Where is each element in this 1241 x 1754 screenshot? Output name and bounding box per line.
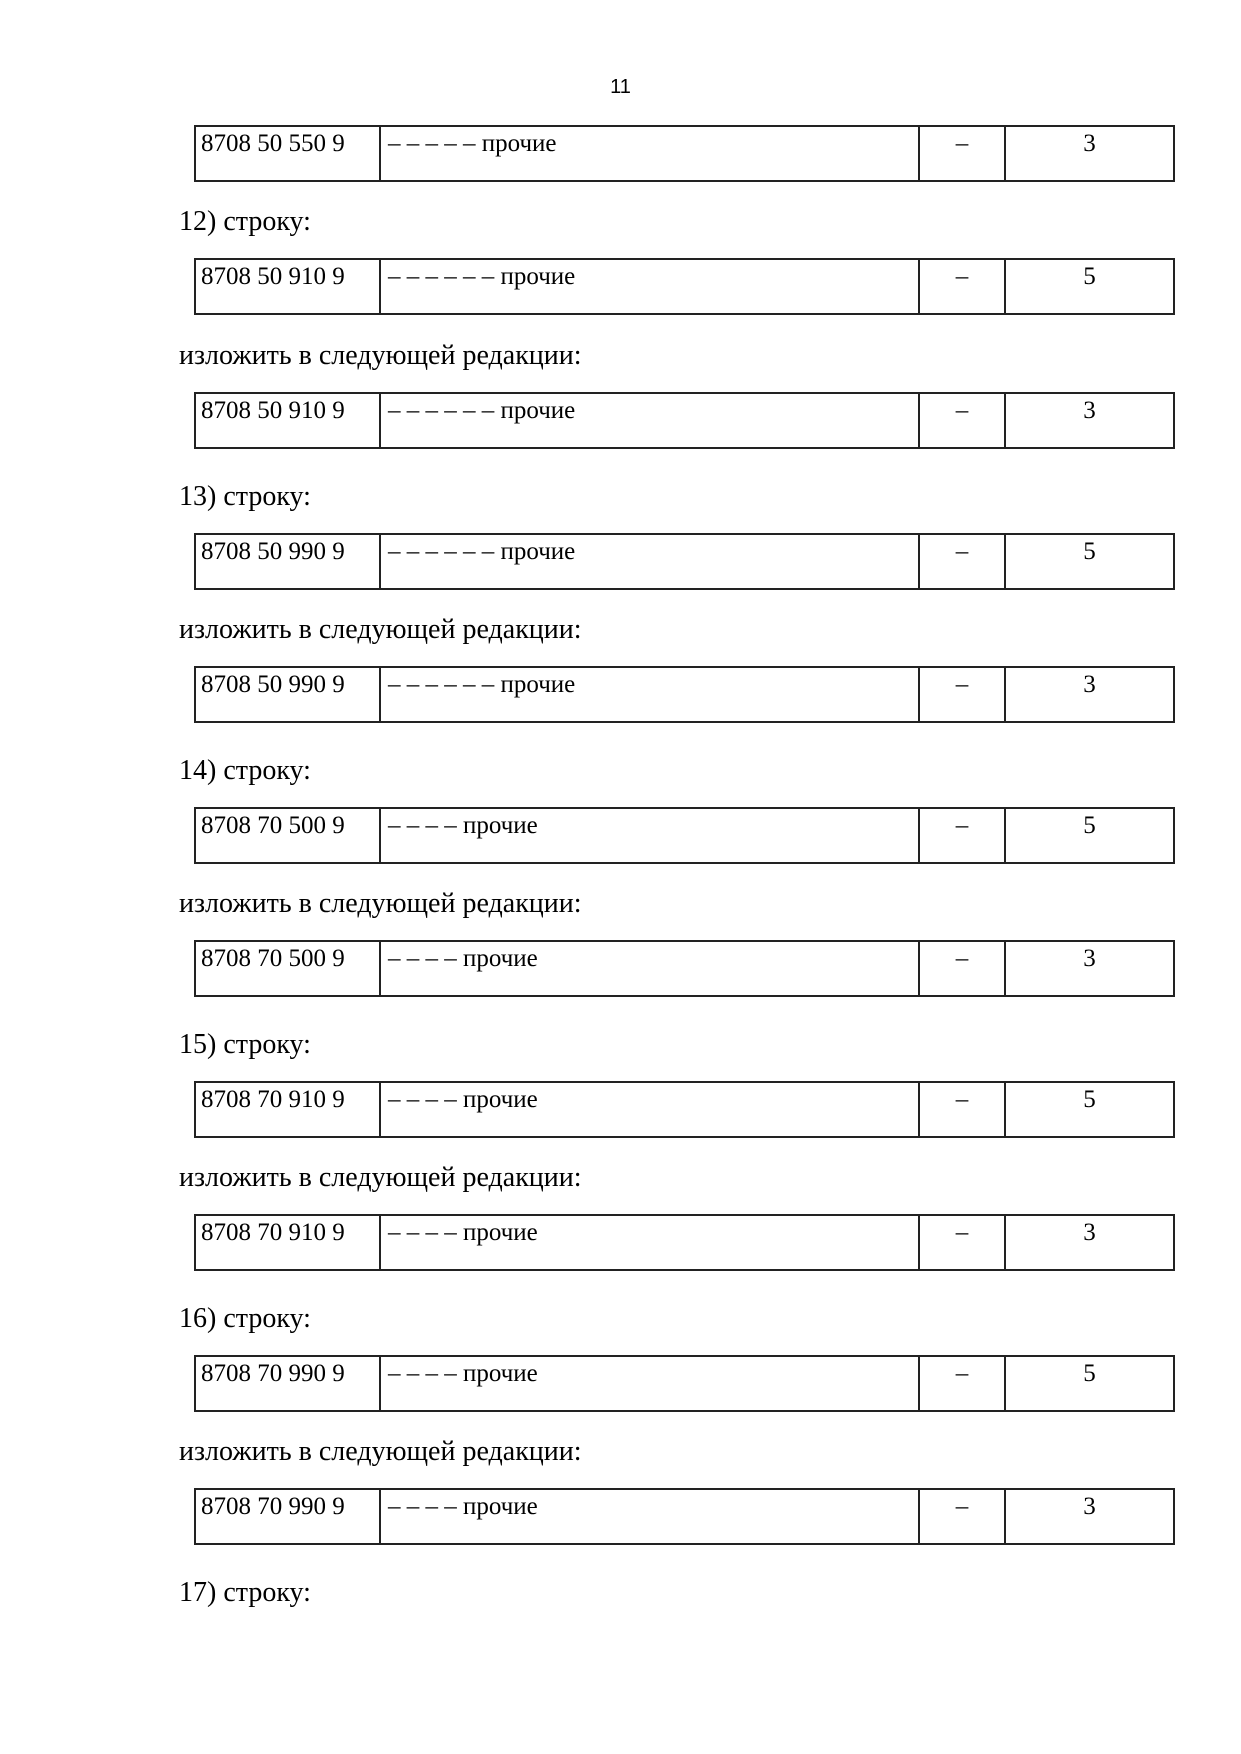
tnved-code-cell: 8708 70 910 9	[195, 1082, 380, 1137]
tnved-code-cell: 8708 50 550 9	[195, 126, 380, 181]
description-cell: – – – – прочие	[380, 808, 919, 863]
duty-rate-cell: 3	[1005, 667, 1174, 722]
unit-cell: –	[919, 808, 1005, 863]
tnved-code-cell: 8708 70 990 9	[195, 1356, 380, 1411]
duty-rate-cell: 5	[1005, 534, 1174, 589]
amendment-item-heading: 17) строку:	[179, 1577, 311, 1608]
tariff-row-table	[194, 258, 1175, 315]
tariff-row-table	[194, 1355, 1175, 1412]
tnved-code-cell: 8708 50 910 9	[195, 259, 380, 314]
unit-cell: –	[919, 1215, 1005, 1270]
duty-rate-cell: 5	[1005, 1082, 1174, 1137]
tnved-code-cell: 8708 70 910 9	[195, 1215, 380, 1270]
description-cell: – – – – прочие	[380, 1489, 919, 1544]
amendment-instruction: изложить в следующей редакции:	[179, 340, 582, 371]
amendment-item-heading: 12) строку:	[179, 206, 311, 237]
amendment-item-heading: 13) строку:	[179, 481, 311, 512]
tariff-row-table	[194, 533, 1175, 590]
duty-rate-cell: 3	[1005, 1489, 1174, 1544]
description-cell: – – – – прочие	[380, 1082, 919, 1137]
description-cell: – – – – – – прочие	[380, 259, 919, 314]
amendment-item-heading: 14) строку:	[179, 755, 311, 786]
tariff-row-table	[194, 807, 1175, 864]
tnved-code-cell: 8708 50 990 9	[195, 667, 380, 722]
unit-cell: –	[919, 534, 1005, 589]
duty-rate-cell: 3	[1005, 126, 1174, 181]
tariff-row-table	[194, 125, 1175, 182]
description-cell: – – – – – – прочие	[380, 667, 919, 722]
tariff-row-table	[194, 1081, 1175, 1138]
description-cell: – – – – – – прочие	[380, 393, 919, 448]
tnved-code-cell: 8708 70 500 9	[195, 808, 380, 863]
tariff-row-table	[194, 1488, 1175, 1545]
tnved-code-cell: 8708 50 990 9	[195, 534, 380, 589]
duty-rate-cell: 3	[1005, 393, 1174, 448]
tariff-row-table	[194, 940, 1175, 997]
amendment-item-heading: 15) строку:	[179, 1029, 311, 1060]
tnved-code-cell: 8708 70 990 9	[195, 1489, 380, 1544]
unit-cell: –	[919, 259, 1005, 314]
unit-cell: –	[919, 126, 1005, 181]
unit-cell: –	[919, 1082, 1005, 1137]
unit-cell: –	[919, 393, 1005, 448]
amendment-instruction: изложить в следующей редакции:	[179, 614, 582, 645]
amendment-instruction: изложить в следующей редакции:	[179, 1162, 582, 1193]
unit-cell: –	[919, 1489, 1005, 1544]
tariff-row-table	[194, 1214, 1175, 1271]
tariff-row-table	[194, 666, 1175, 723]
description-cell: – – – – прочие	[380, 1215, 919, 1270]
duty-rate-cell: 3	[1005, 941, 1174, 996]
amendment-instruction: изложить в следующей редакции:	[179, 888, 582, 919]
tnved-code-cell: 8708 50 910 9	[195, 393, 380, 448]
amendment-instruction: изложить в следующей редакции:	[179, 1436, 582, 1467]
duty-rate-cell: 5	[1005, 259, 1174, 314]
description-cell: – – – – прочие	[380, 941, 919, 996]
amendment-item-heading: 16) строку:	[179, 1303, 311, 1334]
duty-rate-cell: 5	[1005, 808, 1174, 863]
description-cell: – – – – – прочие	[380, 126, 919, 181]
unit-cell: –	[919, 1356, 1005, 1411]
page-number: 11	[610, 76, 631, 98]
tariff-row-table	[194, 392, 1175, 449]
duty-rate-cell: 3	[1005, 1215, 1174, 1270]
description-cell: – – – – прочие	[380, 1356, 919, 1411]
tnved-code-cell: 8708 70 500 9	[195, 941, 380, 996]
description-cell: – – – – – – прочие	[380, 534, 919, 589]
unit-cell: –	[919, 941, 1005, 996]
unit-cell: –	[919, 667, 1005, 722]
duty-rate-cell: 5	[1005, 1356, 1174, 1411]
